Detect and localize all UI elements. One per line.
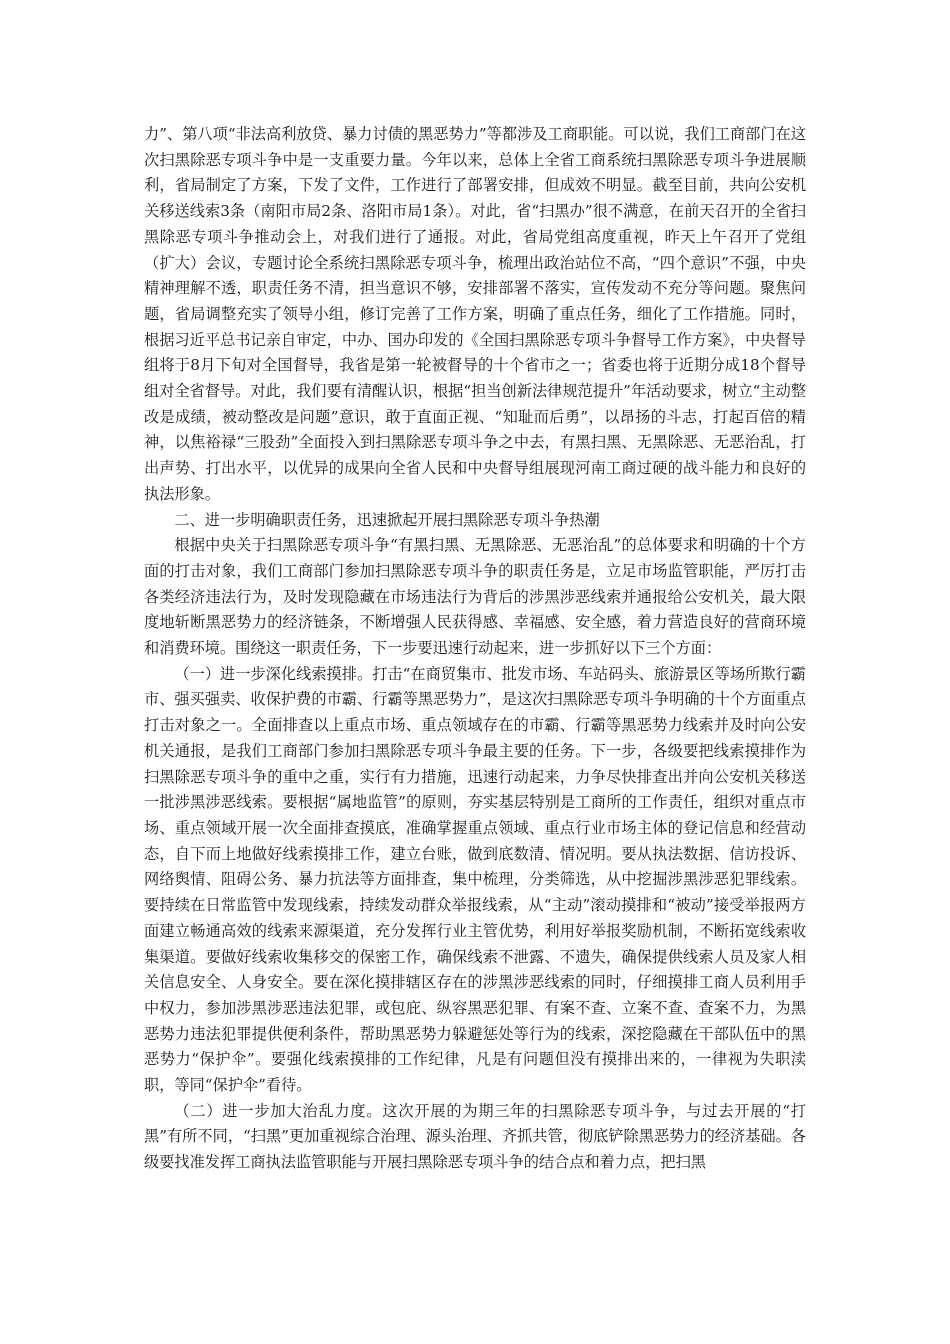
paragraph-responsibilities: 根据中央关于扫黑除恶专项斗争“有黑扫黑、无黑除恶、无恶治乱”的总体要求和明确的十个方面的打击对象，我们工商部门参加扫黑除恶专项斗争的职责任务是，立足市场监管职能，严厉打击各类经济违法行为，及时发现隐藏在市场违法行为背后的涉黑涉恶线索并通报给公安机关，最大限度地斩断黑恶势力的经济链条，不断增强人民获得感、幸福感、安全感，着力营造良好的营商环境和消费环境。围绕这一职责任务，下一步要迅速行动起来，进一步抓好以下三个方面： xyxy=(144,536,806,658)
paragraph-continuation: 力”、第八项“非法高利放贷、暴力讨债的黑恶势力”等都涉及工商职能。可以说，我们工商部门在这次扫黑除恶专项斗争中是一支重要力量。今年以来，总体上全省工商系统扫黑除恶专项斗争进展顺利，省局制定了方案，下发了文件，工作进行了部署安排，但成效不明显。截至目前，共向公安机关移送线索3条（南阳市局2条、洛阳市局1条）。对此，省“扫黑办”很不满意，在前天召开的全省扫黑除恶专项斗争推动会上，对我们进行了通报。对此，省局党组高度重视，昨天上午召开了党组（扩大）会议，专题讨论全系统扫黑除恶专项斗争，梳理出政治站位不高，“四个意识”不强，中央精神理解不透，职责任务不清，担当意识不够，安排部署不落实，宣传发动不充分等问题。聚焦问题，省局调整充实了领导小组，修订完善了工作方案，明确了重点任务，细化了工作措施。同时，根据习近平总书记亲自审定，中办、国办印发的《全国扫黑除恶专项斗争督导工作方案》，中央督导组将于8月下旬对全国督导，我省是第一轮被督导的十个省市之一；省委也将于近期分成18个督导组对全省督导。对此，我们要有清醒认识，根据“担当创新法律规范提升”年活动要求，树立“主动整改是成绩，被动整改是问题”意识，敢于直面正视、“知耻而后勇”，以昂扬的斗志，打起百倍的精神，以焦裕禄“三股劲”全面投入到扫黑除恶专项斗争之中去，有黑扫黑、无黑除恶、无恶治乱，打出声势、打出水平，以优异的成果向全省人民和中央督导组展现河南工商过硬的战斗能力和良好的执法形象。 xyxy=(144,125,806,503)
paragraph-governance: （二）进一步加大治乱力度。这次开展的为期三年的扫黑除恶专项斗争，与过去开展的“打黑”有所不同，“扫黑”更加重视综合治理、源头治理、齐抓共管，彻底铲除黑恶势力的经济基础。各级要找准发挥工商执法监管职能与开展扫黑除恶专项斗争的结合点和着力点，把扫黑 xyxy=(144,1101,806,1172)
section-heading-2: 二、进一步明确职责任务，迅速掀起开展扫黑除恶专项斗争热潮 xyxy=(174,510,600,529)
document-body xyxy=(144,122,806,1176)
paragraph-clue-investigation: （一）进一步深化线索摸排。打击“在商贸集市、批发市场、车站码头、旅游景区等场所欺行霸市、强买强卖、收保护费的市霸、行霸等黑恶势力”，是这次扫黑除恶专项斗争明确的十个方面重点打击对象之一。全面排查以上重点市场、重点领域存在的市霸、行霸等黑恶势力线索并及时向公安机关通报，是我们工商部门参加扫黑除恶专项斗争最主要的任务。下一步，各级要把线索摸排作为扫黑除恶专项斗争的重中之重，实行有力措施，迅速行动起来，力争尽快排查出并向公安机关移送一批涉黑涉恶线索。要根据“属地监管”的原则，夯实基层特别是工商所的工作责任，组织对重点市场、重点领域开展一次全面排查摸底，准确掌握重点领域、重点行业市场主体的登记信息和经营动态，自下而上地做好线索摸排工作，建立台账，做到底数清、情况明。要从执法数据、信访投诉、网络舆情、阻碍公务、暴力抗法等方面排查，集中梳理，分类筛选，从中挖掘涉黑涉恶犯罪线索。要持续在日常监管中发现线索，持续发动群众举报线索，从“主动”滚动摸排和“被动”接受举报两方面建立畅通高效的线索来源渠道，充分发挥行业主管优势，利用好举报奖励机制，不断拓宽线索收集渠道。要做好线索收集移交的保密工作，确保线索不泄露、不遗失，确保提供线索人员及家人相关信息安全、人身安全。要在深化摸排辖区存在的涉黑涉恶线索的同时，仔细摸排工商人员利用手中权力，参加涉黑涉恶违法犯罪，或包庇、纵容黑恶犯罪、有案不查、立案不查、查案不力，为黑恶势力违法犯罪提供便利条件，帮助黑恶势力躲避惩处等行为的线索，深挖隐藏在干部队伍中的黑恶势力“保护伞”。要强化线索摸排的工作纪律，凡是有问题但没有摸排出来的，一律视为失职渎职，等同“保护伞”看待。 xyxy=(144,664,806,1095)
